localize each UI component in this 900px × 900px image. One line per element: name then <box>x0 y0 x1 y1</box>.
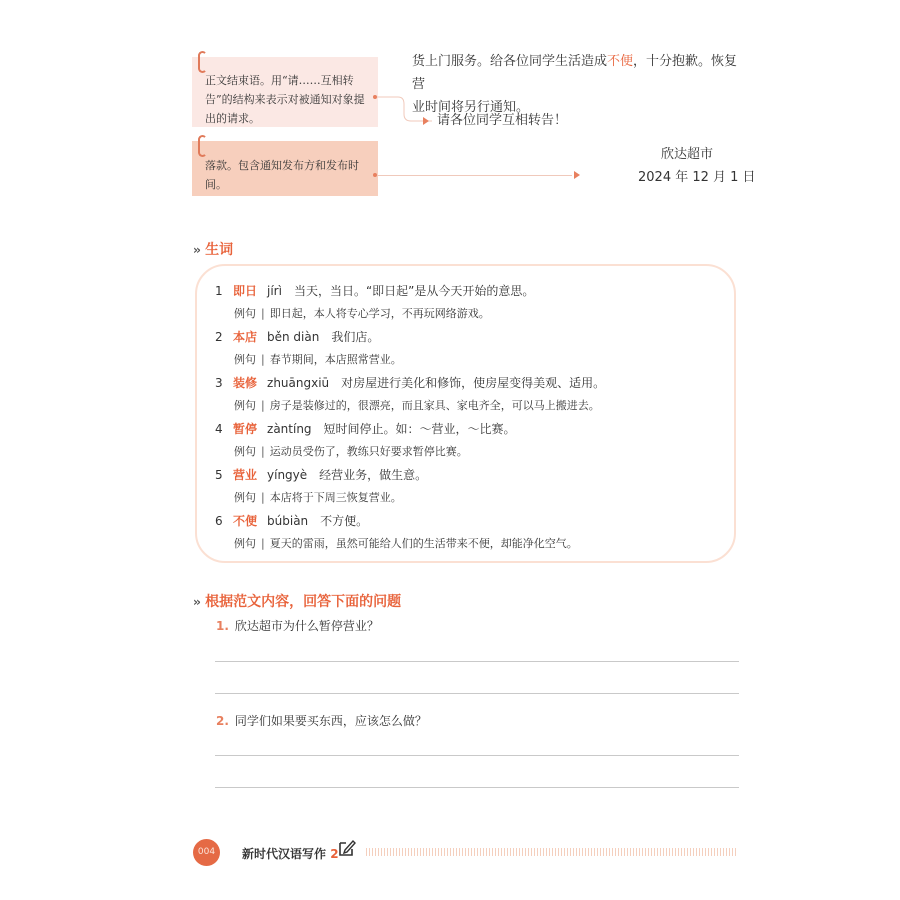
vocab-item: 5 营业 yíngyè 经营业务，做生意。 <box>215 468 428 482</box>
notice-date: 2024 年 12 月 1 日 <box>638 170 756 185</box>
vocab-item: 6 不便 búbiàn 不方便。 <box>215 514 369 528</box>
annotation-text: 落款。包含通知发布方和发布时间。 <box>205 159 359 191</box>
vocab-example: 例句 | 本店将于下周三恢复营业。 <box>234 491 402 504</box>
vocab-item: 1 即日 jírì 当天，当日。“即日起”是从今天开始的意思。 <box>215 284 535 298</box>
question-1: 1. 欣达超市为什么暂停营业？ <box>216 619 379 633</box>
notice-signature: 欣达超市 <box>661 147 714 162</box>
vocab-example: 例句 | 即日起，本人将专心学习，不再玩网络游戏。 <box>234 307 490 320</box>
section-title-vocab: ›› 生词 <box>193 242 234 258</box>
connector-line <box>377 175 572 176</box>
answer-line[interactable] <box>215 787 739 788</box>
vocab-item: 2 本店 běn diàn 我们店。 <box>215 330 380 344</box>
book-title: 新时代汉语写作 2 <box>242 847 339 861</box>
highlight-word: 不便 <box>607 54 634 69</box>
vocab-example: 例句 | 房子是装修过的，很漂亮，而且家具、家电齐全，可以马上搬进去。 <box>234 399 600 412</box>
vocab-example: 例句 | 夏天的雷雨，虽然可能给人们的生活带来不便，却能净化空气。 <box>234 537 578 550</box>
double-chevron-icon: ›› <box>193 243 202 257</box>
arrow-marker-icon <box>574 171 580 179</box>
body-line: 货上门服务。给各位同学生活造成 <box>412 54 608 69</box>
vocab-item: 4 暂停 zàntíng 短时间停止。如：～营业，～比赛。 <box>215 422 516 436</box>
annotation-signature <box>192 141 378 196</box>
section-title-questions: ›› 根据范文内容，回答下面的问题 <box>193 594 402 610</box>
body-line: 业时间将另行通知。 <box>412 100 530 115</box>
vocab-item: 3 装修 zhuāngxiū 对房屋进行美化和修饰，使房屋变得美观、适用。 <box>215 376 606 390</box>
vocab-example: 例句 | 春节期间，本店照常营业。 <box>234 353 402 366</box>
page-number-badge: 004 <box>193 839 220 866</box>
body-line: ，十分抱歉。恢复营 <box>412 54 738 92</box>
annotation-closing-remark <box>192 57 378 127</box>
footer-decoration <box>366 848 736 856</box>
annotation-text: 正文结束语。用“请……互相转告”的结构来表示对被通知对象提出的请求。 <box>205 74 365 125</box>
paperclip-icon <box>198 51 207 73</box>
answer-line[interactable] <box>215 755 739 756</box>
paperclip-icon <box>198 135 207 157</box>
notice-closing: 请各位同学互相转告！ <box>437 113 568 128</box>
answer-line[interactable] <box>215 661 739 662</box>
pencil-edit-icon <box>337 838 357 858</box>
double-chevron-icon: ›› <box>193 595 202 609</box>
question-2: 2. 同学们如果要买东西，应该怎么做？ <box>216 714 427 728</box>
vocab-example: 例句 | 运动员受伤了，教练只好要求暂停比赛。 <box>234 445 468 458</box>
answer-line[interactable] <box>215 693 739 694</box>
